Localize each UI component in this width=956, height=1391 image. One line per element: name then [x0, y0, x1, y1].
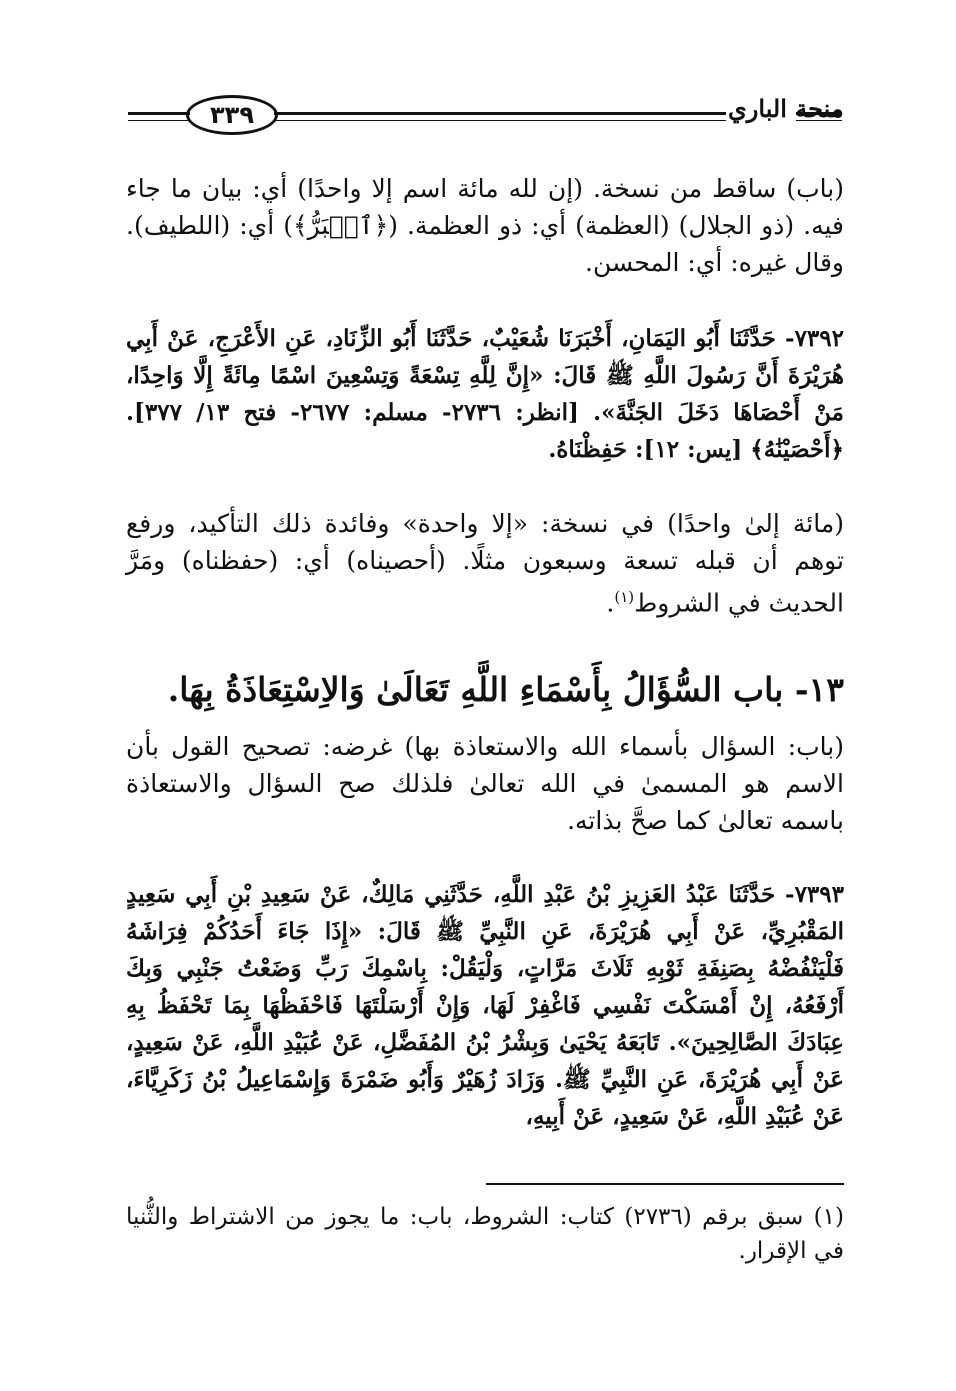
page-header: [128, 90, 842, 140]
footnote-separator: [486, 1183, 844, 1185]
footnote: (١) سبق برقم (٢٧٣٦) كتاب: الشروط، باب: ما يجوز من الاشتراط والثُّنيا في الإقرار.: [126, 1204, 844, 1264]
header-rule-left-thin: [128, 120, 190, 121]
header-rule-middle-thin: [274, 120, 726, 121]
commentary-paragraph-2-end: .: [606, 588, 615, 618]
header-rule-right-thin: [796, 120, 842, 121]
chapter-heading: ١٣- باب السُّؤَالُ بِأَسْمَاءِ اللَّهِ تَعَالَىٰ وَالاِسْتِعَاذَةُ بِهَا.: [167, 670, 844, 709]
commentary-paragraph-1: (باب) ساقط من نسخة. (إن لله مائة اسم إلا واحدًا) أي: بيان ما جاء فيه. (ذو الجلال) (العظمة) أي: ذو العظمة. (﴿ٱلۡبَرُّ﴾) أي: (اللطيف). وقال غيره: أي: المحسن.: [126, 174, 844, 277]
header-rule-middle: [274, 112, 726, 115]
hadith-7392: ٧٣٩٢- حَدَّثَنَا أَبُو اليَمَانِ، أَخْبَرَنَا شُعَيْبٌ، حَدَّثَنَا أَبُو الزِّنَادِ، عَنِ الأَعْرَجِ، عَنْ أَبِي هُرَيْرَةَ أَنَّ رَسُولَ اللَّهِ ﷺ قَالَ: «إِنَّ لِلَّهِ تِسْعَةً وَتِسْعِينَ اسْمًا مِائَةً إِلَّا وَاحِدًا، مَنْ أَحْصَاهَا دَخَلَ الجَنَّةَ». [انظر: ٢٧٣٦- مسلم: ٢٦٧٧- فتح ١٣/ ٣٧٧]. ﴿أَحْصَيْنَٰهُ﴾ [يس: ١٢]: حَفِظْنَاهُ.: [126, 325, 844, 463]
footnote-reference: (١): [614, 588, 635, 606]
commentary-paragraph-2-text: (مائة إلىٰ واحدًا) في نسخة: «إلا واحدة» وفائدة ذلك التأكيد، ورفع توهم أن قبله تسعة وسبعون مثلًا. (أحصيناه) أي: (حفظناه) ومَرَّ الحديث في الشروط: [126, 509, 844, 618]
header-rule-left: [128, 112, 190, 115]
commentary-paragraph-2: [126, 505, 844, 621]
hadith-7393: ٧٣٩٣- حَدَّثَنَا عَبْدُ العَزِيزِ بْنُ عَبْدِ اللَّهِ، حَدَّثَنِي مَالِكٌ، عَنْ سَعِيدِ بْنِ أَبِي سَعِيدٍ المَقْبُرِيِّ، عَنْ أَبِي هُرَيْرَةَ، عَنِ النَّبِيِّ ﷺ قَالَ: «إِذَا جَاءَ أَحَدُكُمْ فِرَاشَهُ فَلْيَنْفُضْهُ بِصَنِفَةِ ثَوْبِهِ ثَلَاثَ مَرَّاتٍ، وَلْيَقُلْ: بِاسْمِكَ رَبِّ وَضَعْتُ جَنْبِي وَبِكَ أَرْفَعُهُ، إِنْ أَمْسَكْتَ نَفْسِي فَاغْفِرْ لَهَا، وَإِنْ أَرْسَلْتَهَا فَاحْفَظْهَا بِمَا تَحْفَظُ بِهِ عِبَادَكَ الصَّالِحِينَ». تَابَعَهُ يَحْيَىٰ وَبِشْرُ بْنُ المُفَضَّلِ، عَنْ عُبَيْدِ اللَّهِ، عَنْ سَعِيدٍ، عَنْ أَبِي هُرَيْرَةَ، عَنِ النَّبِيِّ ﷺ. وَزَادَ زُهَيْرٌ وَأَبُو ضَمْرَةَ وَإِسْمَاعِيلُ بْنُ زَكَرِيَّاءَ، عَنْ عُبَيْدِ اللَّهِ، عَنْ سَعِيدٍ، عَنْ أَبِيهِ،: [126, 881, 844, 1130]
header-rule-right: [796, 112, 842, 115]
page-number: ٣٣٩: [186, 95, 278, 135]
commentary-paragraph-3: (باب: السؤال بأسماء الله والاستعاذة بها) غرضه: تصحيح القول بأن الاسم هو المسمىٰ في الله تعالىٰ فلذلك صح السؤال والاستعاذة باسمه تعالىٰ كما صحَّ بذاته.: [126, 732, 844, 835]
running-title: منحة الباري: [728, 94, 844, 123]
